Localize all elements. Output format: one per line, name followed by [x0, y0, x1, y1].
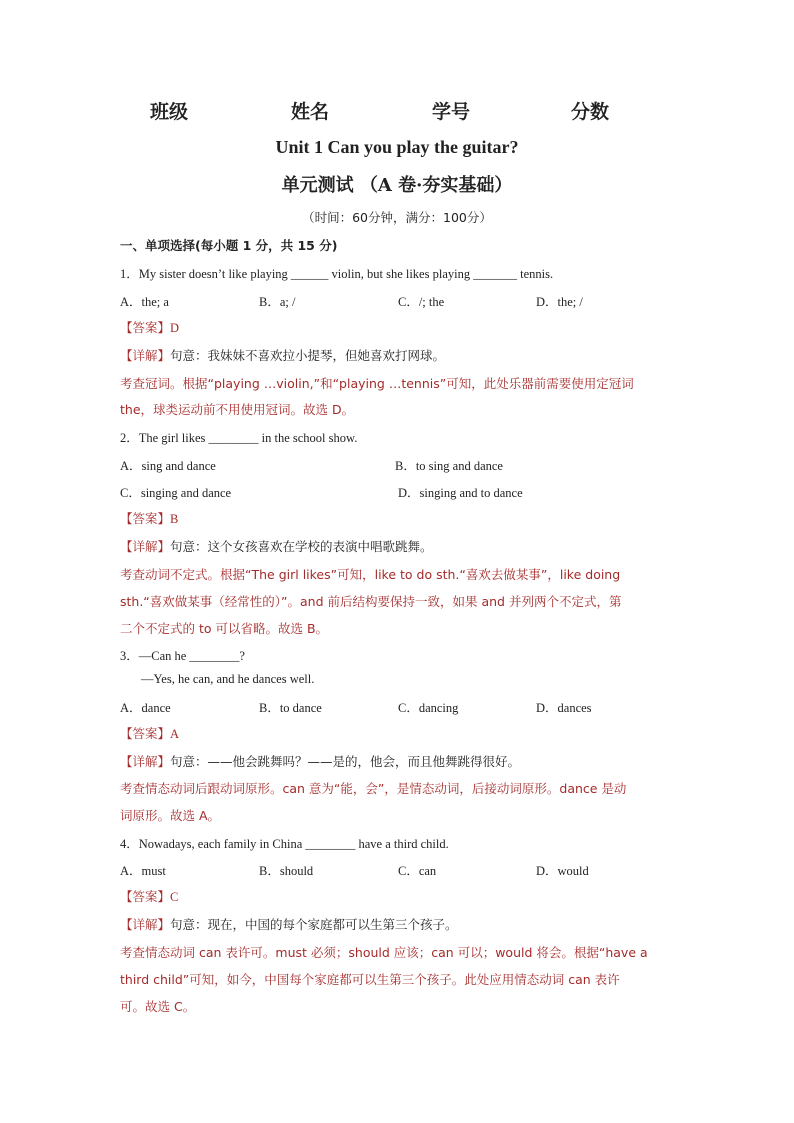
answer-line [120, 887, 178, 905]
detail-tag: 【详解】 [120, 917, 171, 932]
meaning-text: 句意：我妹妹不喜欢拉小提琴，但她喜欢打网球。 [170, 348, 446, 363]
explain-line: 二个不定式的 to 可以省略。故选 B。 [120, 621, 329, 636]
option: B．to sing and dance [395, 459, 503, 473]
meaning-text: 句意：这个女孩喜欢在学校的表演中唱歌跳舞。 [170, 539, 433, 554]
detail-tag: 【详解】 [120, 348, 171, 363]
answer-line [120, 318, 179, 336]
explain-line: 考查情态动词 can 表许可。must 必须；should 应该；can 可以；would 将会。根据“have a [120, 945, 648, 960]
explain-line: 可。故选 C。 [120, 999, 196, 1014]
student-id-label: 学号 [432, 101, 471, 123]
explain-line: 考查动词不定式。根据“The girl likes”可知，like to do sth.“喜欢去做某事”，like doing [120, 567, 621, 582]
test-meta: （时间：60分钟，满分：100分） [302, 210, 492, 225]
option: D．the; / [536, 295, 583, 309]
detail-line [120, 346, 445, 364]
explain-line: third child”可知，如今，中国每个家庭都可以生第三个孩子。此处应用情态动词 can 表许 [120, 972, 620, 987]
option: D．singing and to dance [398, 486, 523, 500]
option: A．dance [120, 701, 171, 715]
option: C．/; the [398, 295, 445, 309]
answer-tag: 【答案】 [120, 320, 171, 335]
question-stem: 2．The girl likes ________ in the school show. [120, 431, 358, 445]
option: D．would [536, 864, 589, 878]
meaning-text: 句意：现在，中国的每个家庭都可以生第三个孩子。 [170, 917, 458, 932]
question-stem: 3．—Can he ________? [120, 649, 245, 663]
option: A．the; a [120, 295, 169, 309]
explain-line: sth.“喜欢做某事（经常性的）”。and 前后结构要保持一致，如果 and 并列两个不定式，第 [120, 594, 622, 609]
answer-value: A [170, 727, 180, 741]
explain-line: 词原形。故选 A。 [120, 808, 221, 823]
answer-value: C [170, 890, 179, 904]
name-label: 姓名 [291, 101, 330, 123]
option: B．a; / [259, 295, 296, 309]
option: D．dances [536, 701, 592, 715]
detail-line [120, 915, 458, 933]
option: B．should [259, 864, 314, 878]
question-stem: 1．My sister doesn’t like playing ______ violin, but she likes playing _______ tennis. [120, 267, 554, 281]
explain-line: the，球类运动前不用使用冠词。故选 D。 [120, 402, 355, 417]
answer-line [120, 509, 178, 527]
detail-line [120, 537, 433, 555]
unit-title: Unit 1 Can you play the guitar? [275, 137, 519, 157]
detail-line [120, 752, 520, 770]
question-stem: 4．Nowadays, each family in China ________ have a third child. [120, 837, 449, 851]
option: B．to dance [259, 701, 322, 715]
answer-value: D [170, 321, 180, 335]
option: C．can [398, 864, 437, 878]
explain-line: 考查冠词。根据“playing …violin,”和“playing …tennis”可知，此处乐器前需要使用定冠词 [120, 376, 634, 391]
answer-tag: 【答案】 [120, 511, 171, 526]
option: A．must [120, 864, 166, 878]
option: A．sing and dance [120, 459, 216, 473]
section-title: 一、单项选择(每小题 1 分，共 15 分) [120, 238, 338, 253]
explain-line: 考查情态动词后跟动词原形。can 意为“能，会”，是情态动词，后接动词原形。dance 是动 [120, 781, 627, 796]
answer-tag: 【答案】 [120, 889, 171, 904]
option: C．singing and dance [120, 486, 232, 500]
meaning-text: 句意：——他会跳舞吗？——是的，他会，而且他舞跳得很好。 [170, 754, 521, 769]
class-label: 班级 [150, 101, 189, 123]
detail-tag: 【详解】 [120, 539, 171, 554]
answer-value: B [170, 512, 179, 526]
test-title: 单元测试 （A 卷·夯实基础） [281, 175, 513, 196]
question-stem-reply: —Yes, he can, and he dances well. [141, 672, 315, 686]
answer-line [120, 724, 179, 742]
detail-tag: 【详解】 [120, 754, 171, 769]
answer-tag: 【答案】 [120, 726, 171, 741]
option: C．dancing [398, 701, 459, 715]
score-label: 分数 [571, 101, 610, 123]
